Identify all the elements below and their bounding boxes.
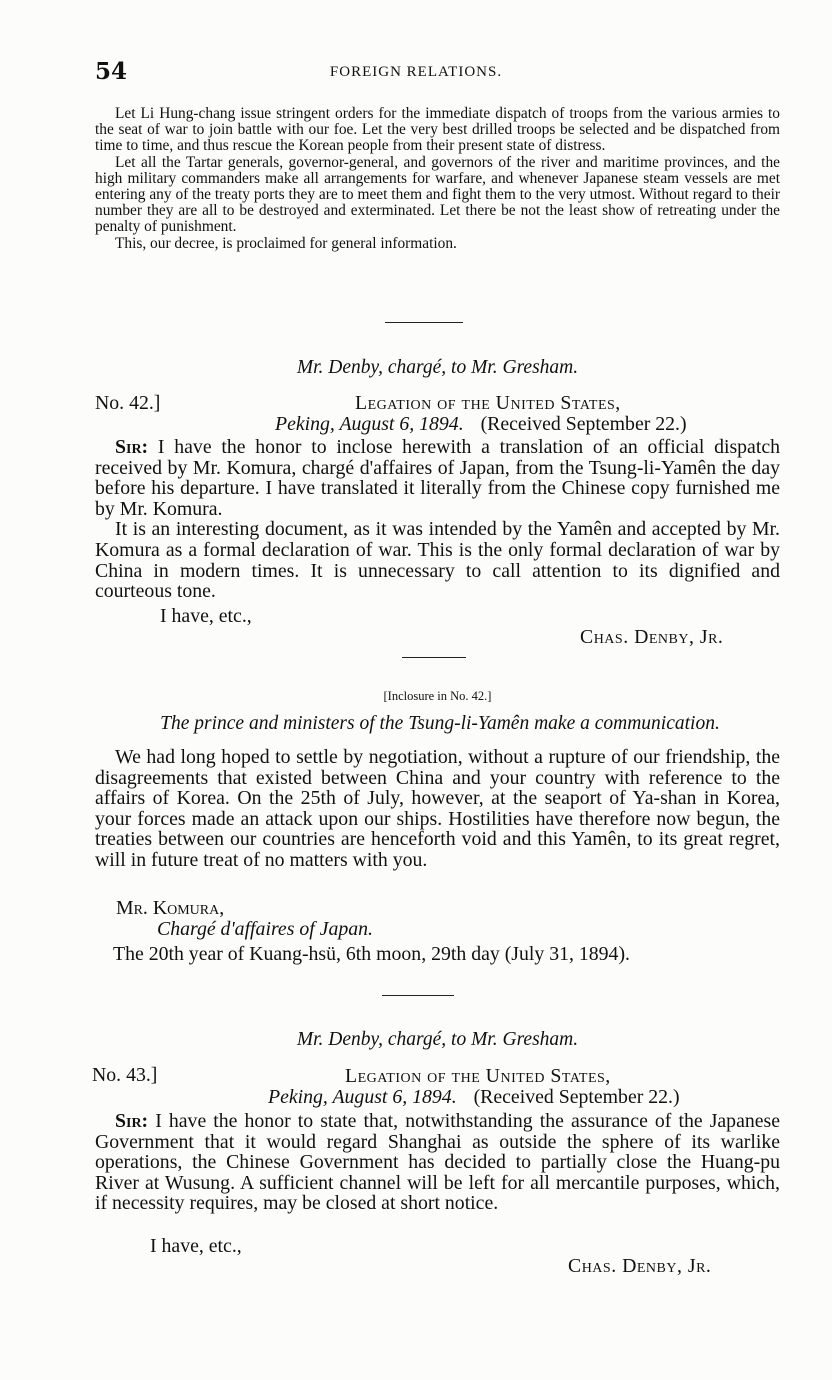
section-divider <box>402 657 466 658</box>
salutation: Sir: <box>115 1110 149 1132</box>
running-head: FOREIGN RELATIONS. <box>329 64 503 80</box>
inclosure-label: [Inclosure in No. 42.] <box>383 689 492 703</box>
page-number: 54 <box>95 58 128 85</box>
decree-paragraph: Let all the Tartar generals, governor-general, and governors of the river and maritime provinces, and the high military commanders make all arrangements for warfare, and whenever Japanese steam vessels are met entering any of the treaty ports they are to meet them and fight them to the very utmost. Without regard to their number they are all to be destroyed and exterminated. Let there be not the least show of retreating under the penalty of punishment. <box>95 153 780 236</box>
signature: Chas. Denby, Jr. <box>568 1255 712 1277</box>
section-divider <box>382 995 454 996</box>
closing: I have, etc., <box>160 605 252 627</box>
paragraph-text: I have the honor to state that, notwithstanding the assurance of the Japanese Government that it would regard Shanghai as outside the sphere of its warlike operations, the Chinese Government has decided to partially close the Huang-pu River at Wusung. A sufficient channel will be left for all mercantile purposes, which, if necessity requires, may be closed at short notice. <box>95 1110 780 1215</box>
dispatch-number: No. 43.] <box>92 1064 158 1086</box>
decree-paragraph: This, our decree, is proclaimed for general information. <box>115 234 457 252</box>
letter-paragraph: It is an interesting document, as it was intended by the Yamên and accepted by Mr. Komura as a formal declaration of war. This is the only formal declaration of war by China in modern times. It is unnecessary to call attention to its dignified and courteous tone. <box>95 518 780 603</box>
received-date: (Received September 22.) <box>480 413 687 435</box>
letter-body <box>95 1111 780 1214</box>
received-date: (Received September 22.) <box>473 1086 680 1108</box>
legation-line: Legation of the United States, <box>355 392 621 414</box>
addressee-title: Chargé d'affaires of Japan. <box>157 918 373 940</box>
inclosure-body <box>95 747 780 871</box>
inclosure-paragraph: We had long hoped to settle by negotiation, without a rupture of our friendship, the disagreements that existed between China and your country with reference to the affairs of Korea. On the 25th of July, however, at the seaport of Ya-shan in Korea, your forces made an attack upon our ships. Hostilities have therefore now begun, the treaties between our countries are henceforth void and this Yamên, to its great regret, will in future treat of no matters with you. <box>95 746 780 871</box>
signature: Chas. Denby, Jr. <box>580 626 724 648</box>
place-date: Peking, August 6, 1894. <box>275 413 464 435</box>
dateline <box>275 413 687 436</box>
letter-body <box>95 437 780 602</box>
section-divider <box>385 322 463 323</box>
place-date: Peking, August 6, 1894. <box>268 1086 457 1108</box>
page-header <box>95 58 777 88</box>
dateline <box>268 1086 680 1109</box>
letter-paragraph <box>95 1111 780 1214</box>
closing: I have, etc., <box>150 1235 242 1257</box>
inclosure-date: The 20th year of Kuang-hsü, 6th moon, 29th day (July 31, 1894). <box>113 943 630 965</box>
letter-paragraph <box>95 437 780 519</box>
paragraph-text: I have the honor to inclose herewith a translation of an official dispatch received by Mr. Komura, chargé d'affaires of Japan, from the Tsung-li-Yamên the day before his departure. I have translated it literally from the Chinese copy furnished me by Mr. Komura. <box>95 436 780 520</box>
decree-paragraph: Let Li Hung-chang issue stringent orders for the immediate dispatch of troops from the various armies to the seat of war to join battle with our foe. Let the very best drilled troops be selected and be dispatched from time to time, and thus rescue the Korean people from their present state of distress. <box>95 105 780 155</box>
addressee: Mr. Komura, <box>116 897 225 919</box>
decree-text <box>95 106 780 252</box>
letter-heading: Mr. Denby, chargé, to Mr. Gresham. <box>296 357 579 378</box>
salutation: Sir: <box>115 436 149 458</box>
dispatch-number: No. 42.] <box>95 392 161 414</box>
legation-line: Legation of the United States, <box>345 1065 611 1087</box>
letter-heading: Mr. Denby, chargé, to Mr. Gresham. <box>296 1029 579 1050</box>
inclosure-title: The prince and ministers of the Tsung-li-Yamên make a communication. <box>160 713 720 734</box>
